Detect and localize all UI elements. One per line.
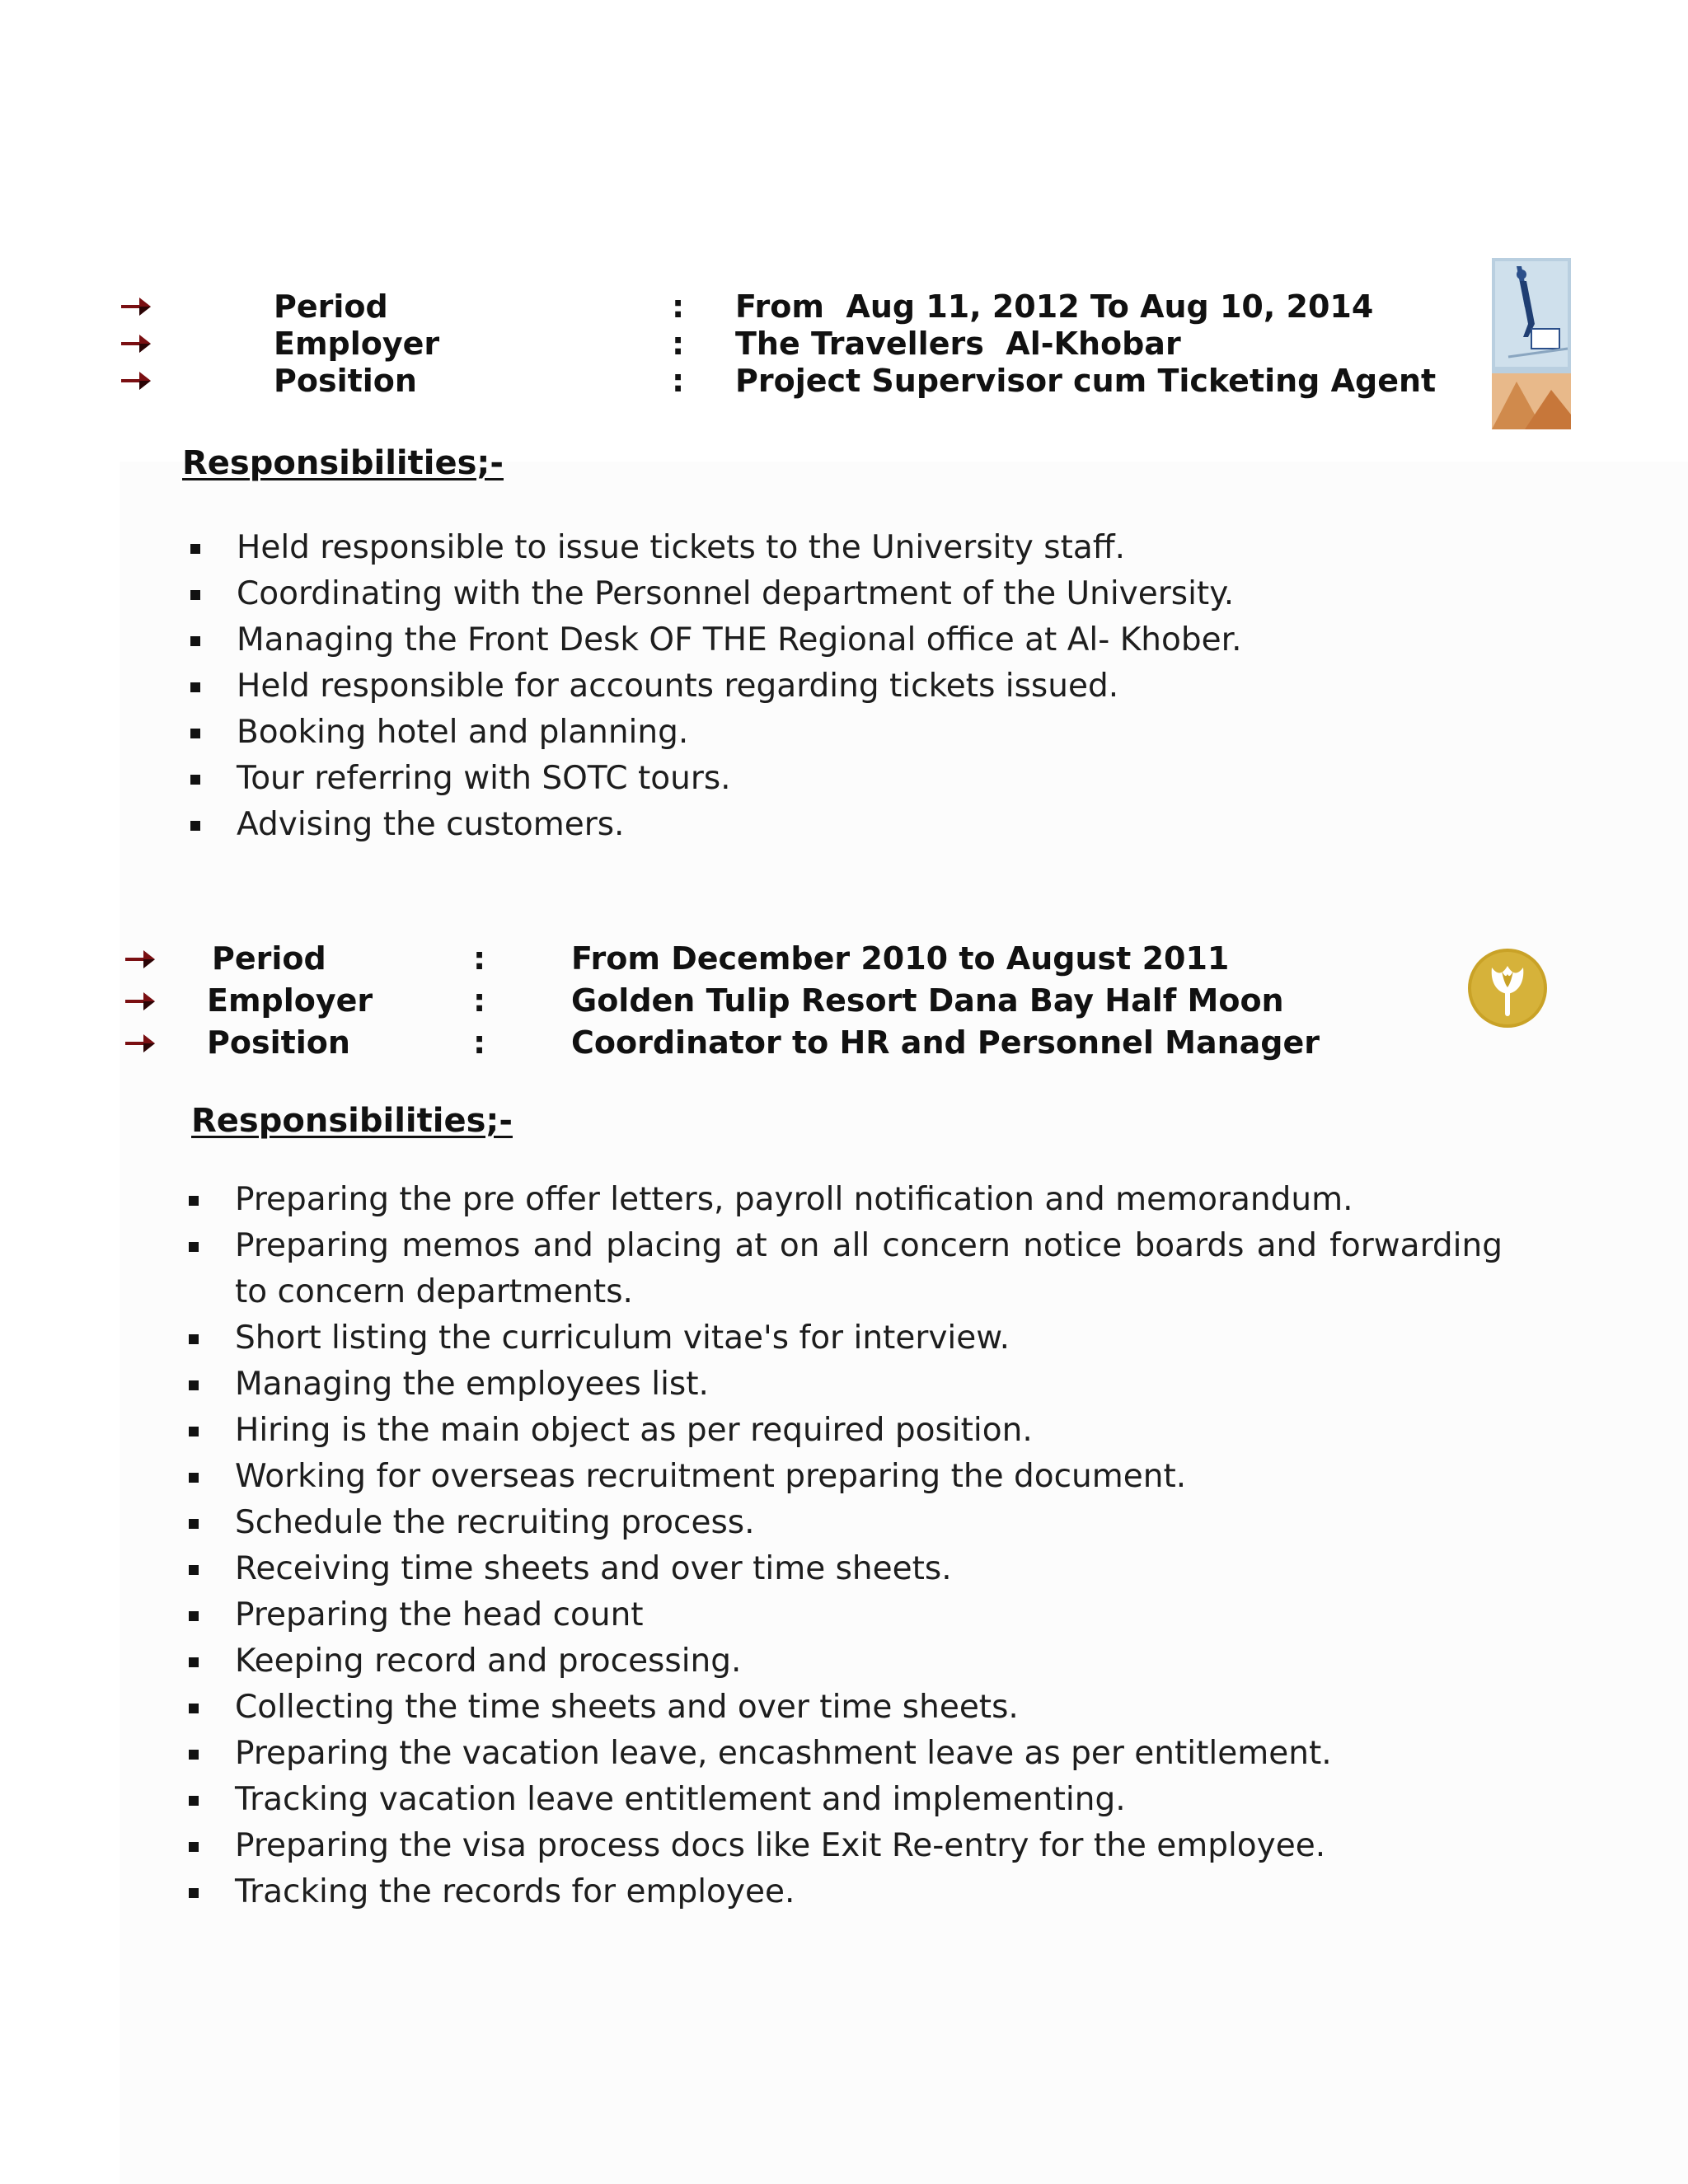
- list-item: Held responsible for accounts regarding tickets issued.: [190, 663, 1509, 710]
- list-item: Preparing the visa process docs like Exit Re-entry for the employee.: [189, 1823, 1503, 1869]
- job1-position-value: Project Supervisor cum Ticketing Agent: [735, 363, 1437, 399]
- job2-position-label: Position: [207, 1024, 350, 1061]
- job2-responsibilities-heading: Responsibilities;-: [191, 1102, 513, 1140]
- job1-period-value: From Aug 11, 2012 To Aug 10, 2014: [735, 288, 1374, 325]
- list-item: Tour referring with SOTC tours.: [190, 756, 1509, 802]
- list-item: Collecting the time sheets and over time sheets.: [189, 1685, 1503, 1731]
- job2-position-value: Coordinator to HR and Personnel Manager: [571, 1024, 1320, 1061]
- list-item: Managing the employees list.: [189, 1361, 1503, 1408]
- list-item: Preparing the pre offer letters, payroll notification and memorandum.: [189, 1177, 1503, 1223]
- bullet-arrow-icon: [121, 332, 151, 355]
- job1-period-separator: :: [672, 288, 685, 325]
- job2-employer-value: Golden Tulip Resort Dana Bay Half Moon: [571, 982, 1284, 1019]
- job1-employer-value: The Travellers Al-Khobar: [735, 326, 1181, 362]
- travel-agency-logo-icon: [1492, 258, 1571, 429]
- golden-tulip-logo-icon: [1465, 946, 1550, 1030]
- job2-responsibilities-list: [189, 1177, 1503, 1915]
- bullet-arrow-icon: [125, 948, 155, 971]
- job2-position-separator: :: [473, 1024, 486, 1061]
- job1-position-label: Position: [274, 363, 417, 399]
- list-item: Keeping record and processing.: [189, 1638, 1503, 1685]
- job1-responsibilities-heading: Responsibilities;-: [182, 444, 504, 482]
- list-item: Hiring is the main object as per required position.: [189, 1408, 1503, 1454]
- list-item: Receiving time sheets and over time sheets.: [189, 1546, 1503, 1592]
- job2-employer-separator: :: [473, 982, 486, 1019]
- list-item: Advising the customers.: [190, 802, 1509, 848]
- job2-period-label: Period: [212, 940, 326, 977]
- list-item: Managing the Front Desk OF THE Regional office at Al- Khober.: [190, 617, 1509, 663]
- list-item: Coordinating with the Personnel department of the University.: [190, 571, 1509, 617]
- job2-period-separator: :: [473, 940, 486, 977]
- job1-employer-separator: :: [672, 326, 685, 362]
- list-item: Preparing the head count: [189, 1592, 1503, 1638]
- list-item: Preparing the vacation leave, encashment leave as per entitlement.: [189, 1731, 1503, 1777]
- job1-position-separator: :: [672, 363, 685, 399]
- bullet-arrow-icon: [121, 369, 151, 392]
- list-item: Schedule the recruiting process.: [189, 1500, 1503, 1546]
- bullet-arrow-icon: [121, 295, 151, 318]
- list-item: Short listing the curriculum vitae's for interview.: [189, 1315, 1503, 1361]
- bullet-arrow-icon: [125, 990, 155, 1013]
- list-item: Held responsible to issue tickets to the University staff.: [190, 525, 1509, 571]
- job1-responsibilities-list: [190, 525, 1509, 848]
- list-item: Tracking vacation leave entitlement and implementing.: [189, 1777, 1503, 1823]
- list-item: Booking hotel and planning.: [190, 710, 1509, 756]
- list-item: Preparing memos and placing at on all concern notice boards and forwarding to concern departments.: [189, 1223, 1503, 1315]
- job2-period-value: From December 2010 to August 2011: [571, 940, 1230, 977]
- job1-employer-label: Employer: [274, 326, 440, 362]
- job1-period-label: Period: [274, 288, 388, 325]
- bullet-arrow-icon: [125, 1032, 155, 1055]
- job2-employer-label: Employer: [207, 982, 373, 1019]
- list-item: Working for overseas recruitment preparing the document.: [189, 1454, 1503, 1500]
- list-item: Tracking the records for employee.: [189, 1869, 1503, 1915]
